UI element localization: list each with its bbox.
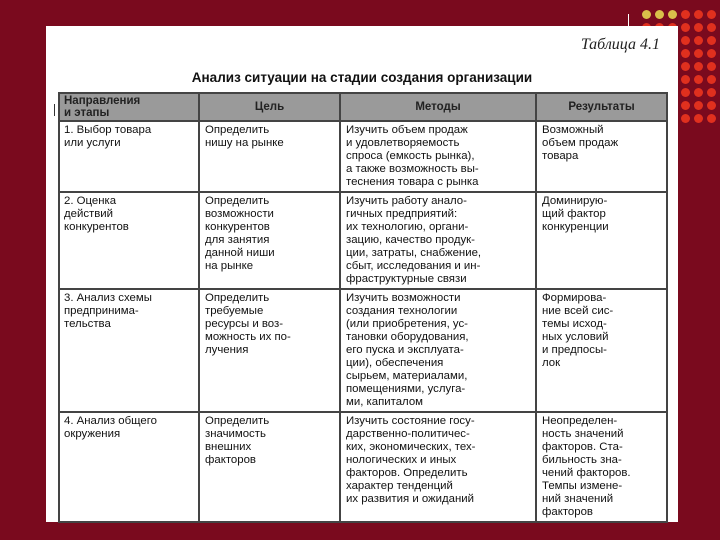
header-methods: Методы xyxy=(340,93,536,121)
decorative-dot xyxy=(707,88,716,97)
cell-methods: Изучить состояние госу- дарственно-политичес- ких, экономических, тех- нологических и иных факторов. Определить характер тенденций их развития и ожиданий xyxy=(340,412,536,522)
decorative-dot xyxy=(694,23,703,32)
cell-goal: Определить значимость внешних факторов xyxy=(199,412,340,522)
table-caption: Таблица 4.1 xyxy=(580,36,660,53)
decorative-dot xyxy=(694,49,703,58)
decorative-dot xyxy=(681,23,690,32)
table-row xyxy=(59,289,667,412)
decorative-dot xyxy=(681,49,690,58)
analysis-table xyxy=(58,92,668,523)
cell-methods: Изучить работу анало- гичных предприятий: их технологию, органи- зацию, качество продук- ции, затраты, снабжение, сбыт, исследования и ин- фраструктурные связи xyxy=(340,192,536,289)
decorative-dot xyxy=(694,10,703,19)
decorative-dot xyxy=(655,10,664,19)
cell-results: Доминирую- щий фактор конкуренции xyxy=(536,192,667,289)
decorative-dot xyxy=(707,36,716,45)
cell-results: Неопределен- ность значений факторов. Ста- бильность зна- чений факторов. Темпы измене- ний значений факторов xyxy=(536,412,667,522)
cell-methods: Изучить возможности создания технологии (или приобретения, ус- тановки оборудования, его пуска и эксплуата- ции), обеспечения сырьем, материалами, помещениями, услуга- ми, капиталом xyxy=(340,289,536,412)
decorative-dot xyxy=(681,62,690,71)
table-row xyxy=(59,192,667,289)
cell-stage: 3. Анализ схемы предпринима- тельства xyxy=(59,289,199,412)
decorative-dot xyxy=(694,101,703,110)
decorative-dot xyxy=(707,101,716,110)
decorative-dot xyxy=(694,114,703,123)
cell-methods: Изучить объем продаж и удовлетворяемость спроса (емкость рынка), а также возможность вы- теснения товара с рынка xyxy=(340,121,536,192)
decorative-dot xyxy=(668,10,677,19)
header-stages: Направления и этапы xyxy=(59,93,199,121)
cell-goal: Определить возможности конкурентов для занятия данной ниши на рынке xyxy=(199,192,340,289)
decorative-dot xyxy=(681,75,690,84)
decorative-dot xyxy=(694,36,703,45)
decorative-dot xyxy=(681,10,690,19)
decorative-dot xyxy=(642,10,651,19)
decorative-dot xyxy=(707,10,716,19)
cell-goal: Определить нишу на рынке xyxy=(199,121,340,192)
cell-stage: 1. Выбор товара или услуги xyxy=(59,121,199,192)
cell-goal: Определить требуемые ресурсы и воз- можность их по- лучения xyxy=(199,289,340,412)
decorative-dot xyxy=(681,114,690,123)
decorative-dot xyxy=(707,62,716,71)
decorative-dot xyxy=(707,75,716,84)
decorative-dot xyxy=(681,88,690,97)
decorative-dot xyxy=(681,36,690,45)
decorative-dot xyxy=(694,62,703,71)
header-results: Результаты xyxy=(536,93,667,121)
table-row xyxy=(59,412,667,522)
table-title: Анализ ситуации на стадии создания организации xyxy=(191,70,533,85)
slide-page xyxy=(46,26,678,522)
cell-results: Формирова- ние всей сис- темы исход- ных условий и предпосы- лок xyxy=(536,289,667,412)
decorative-dot xyxy=(707,49,716,58)
margin-tick xyxy=(54,104,55,116)
table-row xyxy=(59,121,667,192)
decorative-dot xyxy=(681,101,690,110)
cell-results: Возможный объем продаж товара xyxy=(536,121,667,192)
header-goal: Цель xyxy=(199,93,340,121)
decorative-dot xyxy=(707,114,716,123)
cell-stage: 4. Анализ общего окружения xyxy=(59,412,199,522)
cell-stage: 2. Оценка действий конкурентов xyxy=(59,192,199,289)
decorative-dot xyxy=(694,75,703,84)
decorative-dot xyxy=(694,88,703,97)
decorative-dot xyxy=(707,23,716,32)
table-header-row xyxy=(59,93,667,121)
